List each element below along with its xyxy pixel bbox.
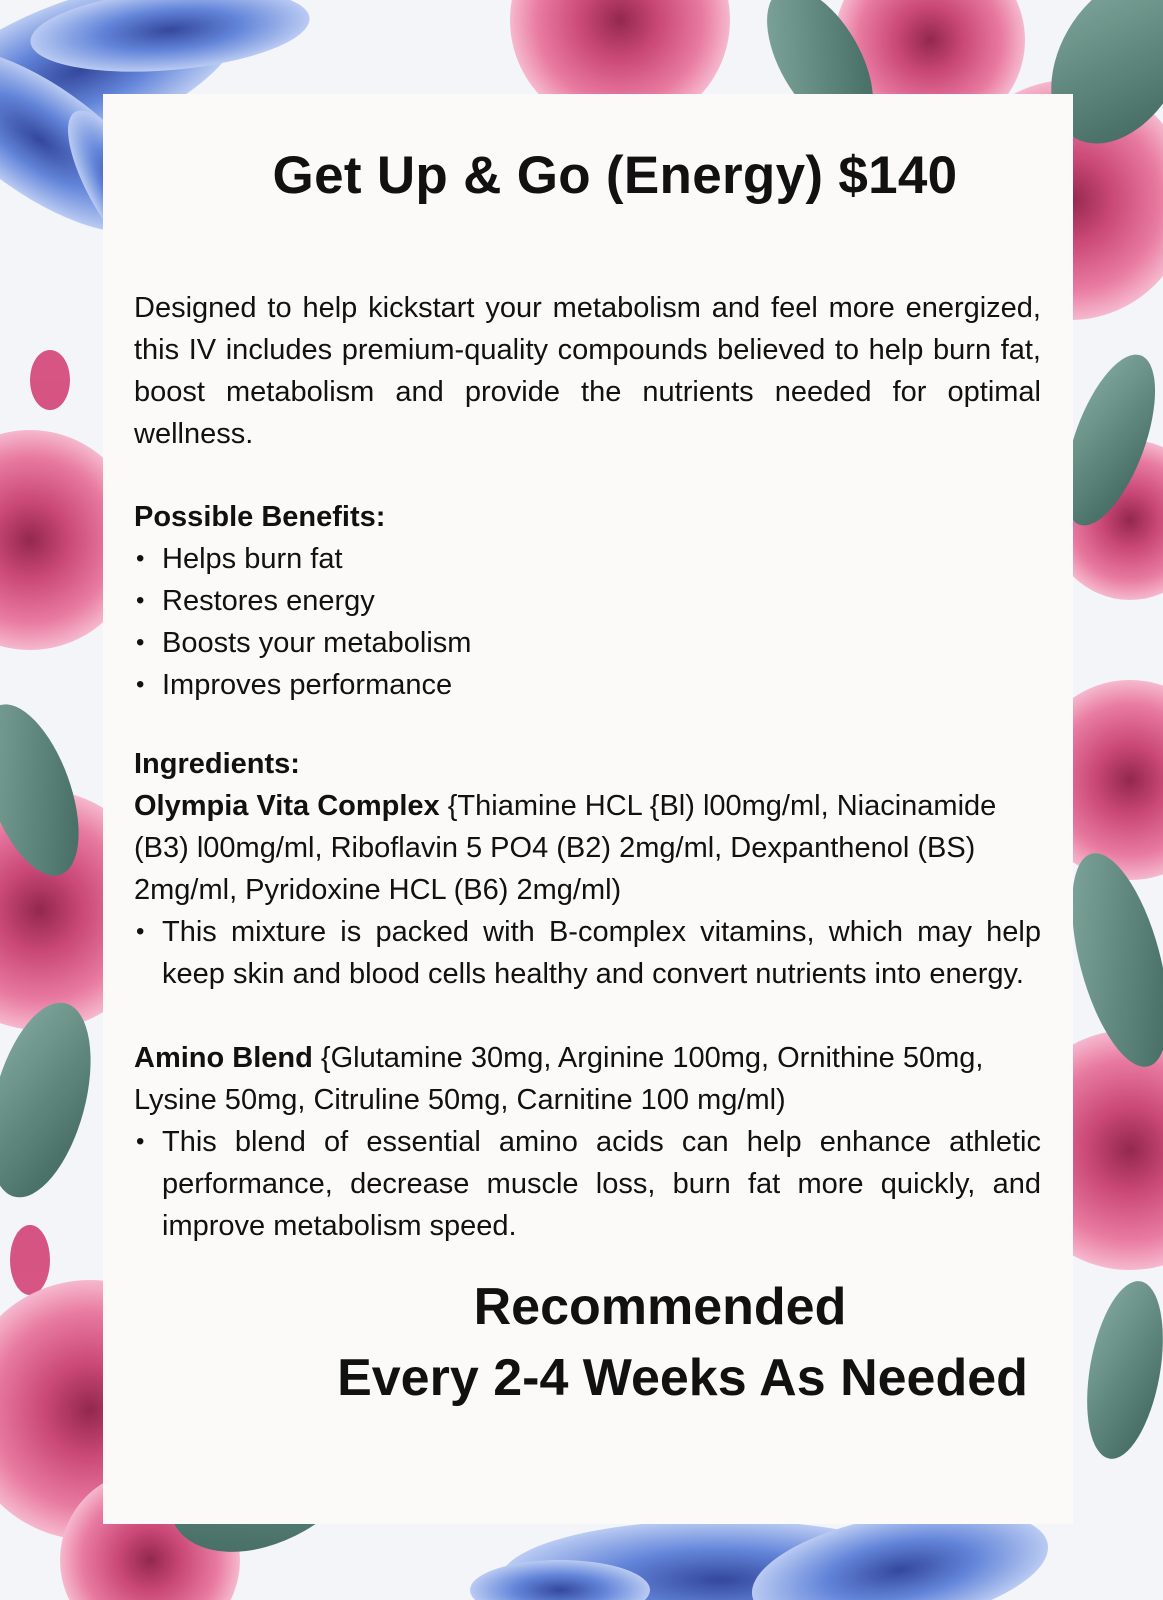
vita-complex-notes	[134, 911, 1041, 995]
spacer	[134, 995, 1041, 1037]
vita-complex-detail: {Thiamine HCL {Bl) l00mg/ml, Niacinamide (B3) l00mg/ml, Riboflavin 5 PO4 (B2) 2mg/ml, Dexpanthenol (BS) 2mg/ml, Pyridoxine HCL (B6) 2mg/ml)	[134, 790, 997, 906]
page-title: Get Up & Go (Energy) $140	[272, 146, 958, 205]
intro-paragraph: Designed to help kickstart your metabolism and feel more energized, this IV includes premium-quality compounds believed to help burn fat, boost metabolism and provide the nutrients needed for optimal wellness.	[134, 292, 1041, 450]
amino-blend-entry	[134, 1037, 1041, 1121]
amino-blend-notes	[134, 1121, 1041, 1247]
recommendation-heading: Recommended	[473, 1278, 847, 1336]
recommendation-frequency: Every 2-4 Weeks As Needed	[337, 1349, 1028, 1407]
amino-blend-name: Amino Blend	[134, 1042, 313, 1074]
benefit-item: • Improves performance	[134, 664, 1041, 706]
benefits-list	[134, 538, 1041, 706]
benefit-item: • Restores energy	[134, 580, 1041, 622]
benefit-item: • Boosts your metabolism	[134, 622, 1041, 664]
amino-blend-note: • This blend of essential amino acids can help enhance athletic performance, decrease muscle loss, burn fat more quickly, and improve metabolism speed.	[134, 1121, 1041, 1247]
ingredients-heading: Ingredients:	[134, 748, 300, 780]
ingredients-section	[134, 743, 1041, 1247]
amino-blend-detail: {Glutamine 30mg, Arginine 100mg, Ornithine 50mg, Lysine 50mg, Citruline 50mg, Carnitine 100 mg/ml)	[134, 1042, 984, 1116]
benefit-item: • Helps burn fat	[134, 538, 1041, 580]
benefits-heading: Possible Benefits:	[134, 501, 386, 533]
vita-complex-name: Olympia Vita Complex	[134, 790, 440, 822]
benefits-section	[134, 496, 1041, 706]
vita-complex-entry	[134, 785, 1041, 911]
vita-complex-note: • This mixture is packed with B-complex vitamins, which may help keep skin and blood cells healthy and convert nutrients into energy.	[134, 911, 1041, 995]
